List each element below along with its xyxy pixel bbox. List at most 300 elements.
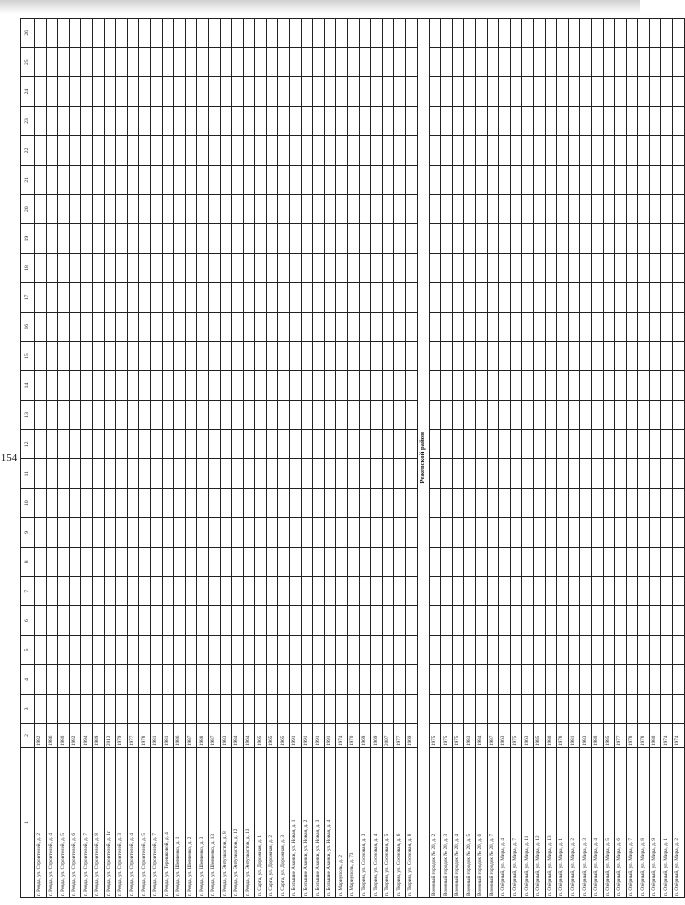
address-cell: г. Ревда, ул. Строителей, д. 5 (58, 748, 70, 898)
value-cell (510, 136, 522, 165)
value-cell (185, 430, 197, 459)
value-cell (568, 665, 580, 694)
value-cell (232, 694, 244, 723)
value-cell (81, 606, 93, 635)
year-cell: 1980 (58, 724, 70, 748)
value-cell (81, 106, 93, 135)
value-cell (336, 518, 348, 547)
value-cell (278, 283, 290, 312)
value-cell (522, 635, 534, 664)
address-cell: п. Озёрный, ул. Мира, д. 7 (510, 748, 522, 898)
value-cell (139, 341, 151, 370)
address-cell: п. Озёрный, ул. Мира, д. 9 (649, 748, 661, 898)
value-cell (649, 136, 661, 165)
value-cell (452, 77, 464, 106)
value-cell (464, 488, 476, 517)
value-cell (35, 341, 47, 370)
value-cell (139, 312, 151, 341)
value-cell (208, 283, 220, 312)
value-cell (615, 341, 627, 370)
value-cell (197, 430, 209, 459)
value-cell (290, 48, 302, 77)
value-cell (487, 48, 499, 77)
value-cell (162, 48, 174, 77)
value-cell (150, 518, 162, 547)
value-cell (382, 606, 394, 635)
value-cell (69, 694, 81, 723)
value-cell (522, 371, 534, 400)
value-cell (69, 547, 81, 576)
value-cell (626, 635, 638, 664)
value-cell (162, 253, 174, 282)
value-cell (661, 635, 673, 664)
value-cell (568, 283, 580, 312)
value-cell (69, 606, 81, 635)
value-cell (649, 224, 661, 253)
value-cell (116, 77, 128, 106)
value-cell (185, 371, 197, 400)
value-cell (232, 430, 244, 459)
value-cell (69, 77, 81, 106)
value-cell (162, 165, 174, 194)
value-cell (150, 283, 162, 312)
value-cell (336, 341, 348, 370)
value-cell (266, 518, 278, 547)
value-cell (464, 400, 476, 429)
value-cell (336, 165, 348, 194)
value-cell (545, 106, 557, 135)
year-cell: 1979 (116, 724, 128, 748)
value-cell (371, 165, 383, 194)
value-cell (69, 341, 81, 370)
value-cell (92, 283, 104, 312)
value-cell (394, 283, 406, 312)
value-cell (406, 165, 418, 194)
value-cell (394, 400, 406, 429)
value-cell (81, 577, 93, 606)
value-cell (661, 18, 673, 47)
value-cell (429, 459, 441, 488)
value-cell (69, 488, 81, 517)
value-cell (475, 224, 487, 253)
value-cell (382, 430, 394, 459)
value-cell (290, 283, 302, 312)
value-cell (255, 341, 267, 370)
value-cell (127, 77, 139, 106)
value-cell (208, 371, 220, 400)
year-cell: 1985 (533, 724, 545, 748)
value-cell (104, 665, 116, 694)
value-cell (673, 547, 685, 576)
value-cell (533, 312, 545, 341)
value-cell (278, 165, 290, 194)
value-cell (649, 430, 661, 459)
value-cell (232, 665, 244, 694)
value-cell (475, 518, 487, 547)
value-cell (452, 400, 464, 429)
value-cell (197, 106, 209, 135)
value-cell (487, 18, 499, 47)
value-cell (266, 547, 278, 576)
value-cell (673, 312, 685, 341)
value-cell (673, 136, 685, 165)
table-row (661, 18, 673, 897)
value-cell (371, 283, 383, 312)
value-cell (464, 341, 476, 370)
value-cell (499, 577, 511, 606)
value-cell (150, 459, 162, 488)
value-cell (371, 606, 383, 635)
value-cell (278, 694, 290, 723)
value-cell (185, 48, 197, 77)
value-cell (197, 371, 209, 400)
value-cell (185, 136, 197, 165)
value-cell (557, 665, 569, 694)
address-cell: п. Озёрный, ул. Мира, д. 4 (499, 748, 511, 898)
value-cell (568, 312, 580, 341)
value-cell (46, 430, 58, 459)
value-cell (394, 635, 406, 664)
value-cell (568, 488, 580, 517)
value-cell (371, 48, 383, 77)
value-cell (394, 224, 406, 253)
value-cell (510, 635, 522, 664)
value-cell (499, 400, 511, 429)
value-cell (127, 518, 139, 547)
value-cell (290, 665, 302, 694)
value-cell (35, 459, 47, 488)
value-cell (116, 165, 128, 194)
value-cell (162, 547, 174, 576)
value-cell (649, 253, 661, 282)
value-cell (278, 518, 290, 547)
value-cell (301, 341, 313, 370)
value-cell (429, 283, 441, 312)
value-cell (557, 606, 569, 635)
value-cell (394, 518, 406, 547)
value-cell (324, 547, 336, 576)
value-cell (475, 577, 487, 606)
value-cell (243, 106, 255, 135)
year-cell: 1978 (557, 724, 569, 748)
value-cell (382, 165, 394, 194)
value-cell (104, 341, 116, 370)
value-cell (464, 371, 476, 400)
value-cell (301, 488, 313, 517)
value-cell (197, 577, 209, 606)
value-cell (475, 606, 487, 635)
value-cell (545, 371, 557, 400)
value-cell (441, 194, 453, 223)
value-cell (499, 224, 511, 253)
value-cell (150, 694, 162, 723)
value-cell (406, 18, 418, 47)
value-cell (580, 577, 592, 606)
table-row (441, 18, 453, 897)
value-cell (139, 606, 151, 635)
value-cell (150, 577, 162, 606)
value-cell (243, 635, 255, 664)
value-cell (603, 224, 615, 253)
value-cell (278, 18, 290, 47)
value-cell (475, 48, 487, 77)
year-cell: 1994 (81, 724, 93, 748)
value-cell (290, 518, 302, 547)
value-cell (452, 547, 464, 576)
value-cell (603, 547, 615, 576)
value-cell (313, 430, 325, 459)
value-cell (615, 283, 627, 312)
value-cell (197, 459, 209, 488)
value-cell (487, 283, 499, 312)
address-cell: п. Сарга, ул. Дорожная, д. 1 (255, 748, 267, 898)
value-cell (441, 371, 453, 400)
value-cell (139, 430, 151, 459)
value-cell (406, 665, 418, 694)
value-cell (615, 518, 627, 547)
value-cell (661, 283, 673, 312)
year-cell: 1975 (452, 724, 464, 748)
year-cell: 1970 (348, 724, 360, 748)
value-cell (452, 606, 464, 635)
schedule-table-body (21, 18, 685, 897)
value-cell (591, 312, 603, 341)
value-cell (394, 106, 406, 135)
value-cell (359, 48, 371, 77)
value-cell (208, 165, 220, 194)
year-cell: 1991 (313, 724, 325, 748)
value-cell (348, 283, 360, 312)
value-cell (46, 400, 58, 429)
value-cell (661, 194, 673, 223)
value-cell (591, 694, 603, 723)
year-cell: 1989 (92, 724, 104, 748)
value-cell (278, 665, 290, 694)
value-cell (324, 400, 336, 429)
value-cell (394, 459, 406, 488)
value-cell (533, 136, 545, 165)
value-cell (441, 694, 453, 723)
value-cell (35, 606, 47, 635)
value-cell (208, 430, 220, 459)
value-cell (452, 371, 464, 400)
value-cell (533, 488, 545, 517)
value-cell (591, 665, 603, 694)
value-cell (649, 459, 661, 488)
value-cell (174, 224, 186, 253)
value-cell (487, 606, 499, 635)
value-cell (348, 694, 360, 723)
value-cell (220, 665, 232, 694)
value-cell (382, 577, 394, 606)
value-cell (441, 253, 453, 282)
value-cell (336, 136, 348, 165)
value-cell (150, 312, 162, 341)
value-cell (580, 253, 592, 282)
value-cell (336, 547, 348, 576)
value-cell (533, 400, 545, 429)
value-cell (615, 136, 627, 165)
value-cell (208, 312, 220, 341)
value-cell (208, 106, 220, 135)
value-cell (81, 518, 93, 547)
column-number: 25 (21, 48, 35, 77)
column-number: 4 (21, 665, 35, 694)
value-cell (150, 547, 162, 576)
value-cell (35, 136, 47, 165)
value-cell (290, 136, 302, 165)
table-row (92, 18, 104, 897)
year-cell: 1977 (127, 724, 139, 748)
address-cell: Военный городок № 20, д. 4 (452, 748, 464, 898)
value-cell (510, 341, 522, 370)
value-cell (255, 165, 267, 194)
value-cell (661, 518, 673, 547)
value-cell (406, 194, 418, 223)
value-cell (382, 341, 394, 370)
value-cell (441, 77, 453, 106)
value-cell (104, 18, 116, 47)
value-cell (92, 253, 104, 282)
value-cell (429, 577, 441, 606)
value-cell (243, 606, 255, 635)
value-cell (626, 48, 638, 77)
value-cell (104, 165, 116, 194)
value-cell (243, 577, 255, 606)
value-cell (255, 400, 267, 429)
value-cell (208, 136, 220, 165)
value-cell (510, 253, 522, 282)
value-cell (626, 665, 638, 694)
value-cell (208, 518, 220, 547)
year-cell: 1969 (371, 724, 383, 748)
value-cell (139, 665, 151, 694)
value-cell (394, 606, 406, 635)
value-cell (510, 77, 522, 106)
value-cell (197, 18, 209, 47)
address-cell: г. Ревда, ул. Строителей, д. 3 (116, 748, 128, 898)
value-cell (104, 106, 116, 135)
value-cell (162, 430, 174, 459)
value-cell (116, 577, 128, 606)
value-cell (638, 224, 650, 253)
value-cell (58, 606, 70, 635)
value-cell (81, 18, 93, 47)
value-cell (406, 400, 418, 429)
value-cell (568, 136, 580, 165)
value-cell (638, 430, 650, 459)
value-cell (557, 518, 569, 547)
value-cell (545, 488, 557, 517)
value-cell (46, 518, 58, 547)
value-cell (324, 488, 336, 517)
value-cell (69, 400, 81, 429)
value-cell (278, 312, 290, 341)
value-cell (464, 635, 476, 664)
value-cell (127, 547, 139, 576)
value-cell (452, 18, 464, 47)
column-number: 9 (21, 518, 35, 547)
value-cell (441, 665, 453, 694)
value-cell (46, 665, 58, 694)
value-cell (557, 400, 569, 429)
value-cell (92, 18, 104, 47)
value-cell (638, 665, 650, 694)
value-cell (232, 312, 244, 341)
value-cell (545, 430, 557, 459)
year-cell: 1981 (150, 724, 162, 748)
value-cell (673, 371, 685, 400)
value-cell (266, 18, 278, 47)
value-cell (615, 635, 627, 664)
value-cell (243, 518, 255, 547)
value-cell (348, 341, 360, 370)
value-cell (46, 488, 58, 517)
value-cell (557, 18, 569, 47)
value-cell (46, 459, 58, 488)
value-cell (499, 341, 511, 370)
value-cell (487, 371, 499, 400)
value-cell (464, 547, 476, 576)
value-cell (661, 547, 673, 576)
value-cell (220, 283, 232, 312)
value-cell (406, 106, 418, 135)
value-cell (313, 400, 325, 429)
year-cell: 1980 (591, 724, 603, 748)
year-cell: 1987 (487, 724, 499, 748)
value-cell (232, 253, 244, 282)
value-cell (557, 577, 569, 606)
year-cell: 1984 (232, 724, 244, 748)
value-cell (290, 18, 302, 47)
value-cell (278, 606, 290, 635)
value-cell (220, 635, 232, 664)
value-cell (638, 371, 650, 400)
value-cell (185, 312, 197, 341)
value-cell (116, 341, 128, 370)
value-cell (127, 136, 139, 165)
value-cell (266, 253, 278, 282)
value-cell (174, 312, 186, 341)
value-cell (441, 635, 453, 664)
value-cell (394, 194, 406, 223)
value-cell (429, 547, 441, 576)
value-cell (174, 694, 186, 723)
value-cell (185, 606, 197, 635)
value-cell (266, 106, 278, 135)
value-cell (522, 488, 534, 517)
value-cell (394, 165, 406, 194)
value-cell (603, 459, 615, 488)
value-cell (359, 312, 371, 341)
value-cell (626, 253, 638, 282)
value-cell (533, 77, 545, 106)
value-cell (255, 459, 267, 488)
address-cell: Военный городок № 20, д. 3 (441, 748, 453, 898)
value-cell (290, 400, 302, 429)
value-cell (580, 48, 592, 77)
value-cell (301, 224, 313, 253)
value-cell (58, 400, 70, 429)
value-cell (46, 136, 58, 165)
value-cell (533, 547, 545, 576)
value-cell (661, 606, 673, 635)
value-cell (441, 283, 453, 312)
value-cell (568, 194, 580, 223)
value-cell (348, 547, 360, 576)
table-row (185, 18, 197, 897)
value-cell (58, 136, 70, 165)
